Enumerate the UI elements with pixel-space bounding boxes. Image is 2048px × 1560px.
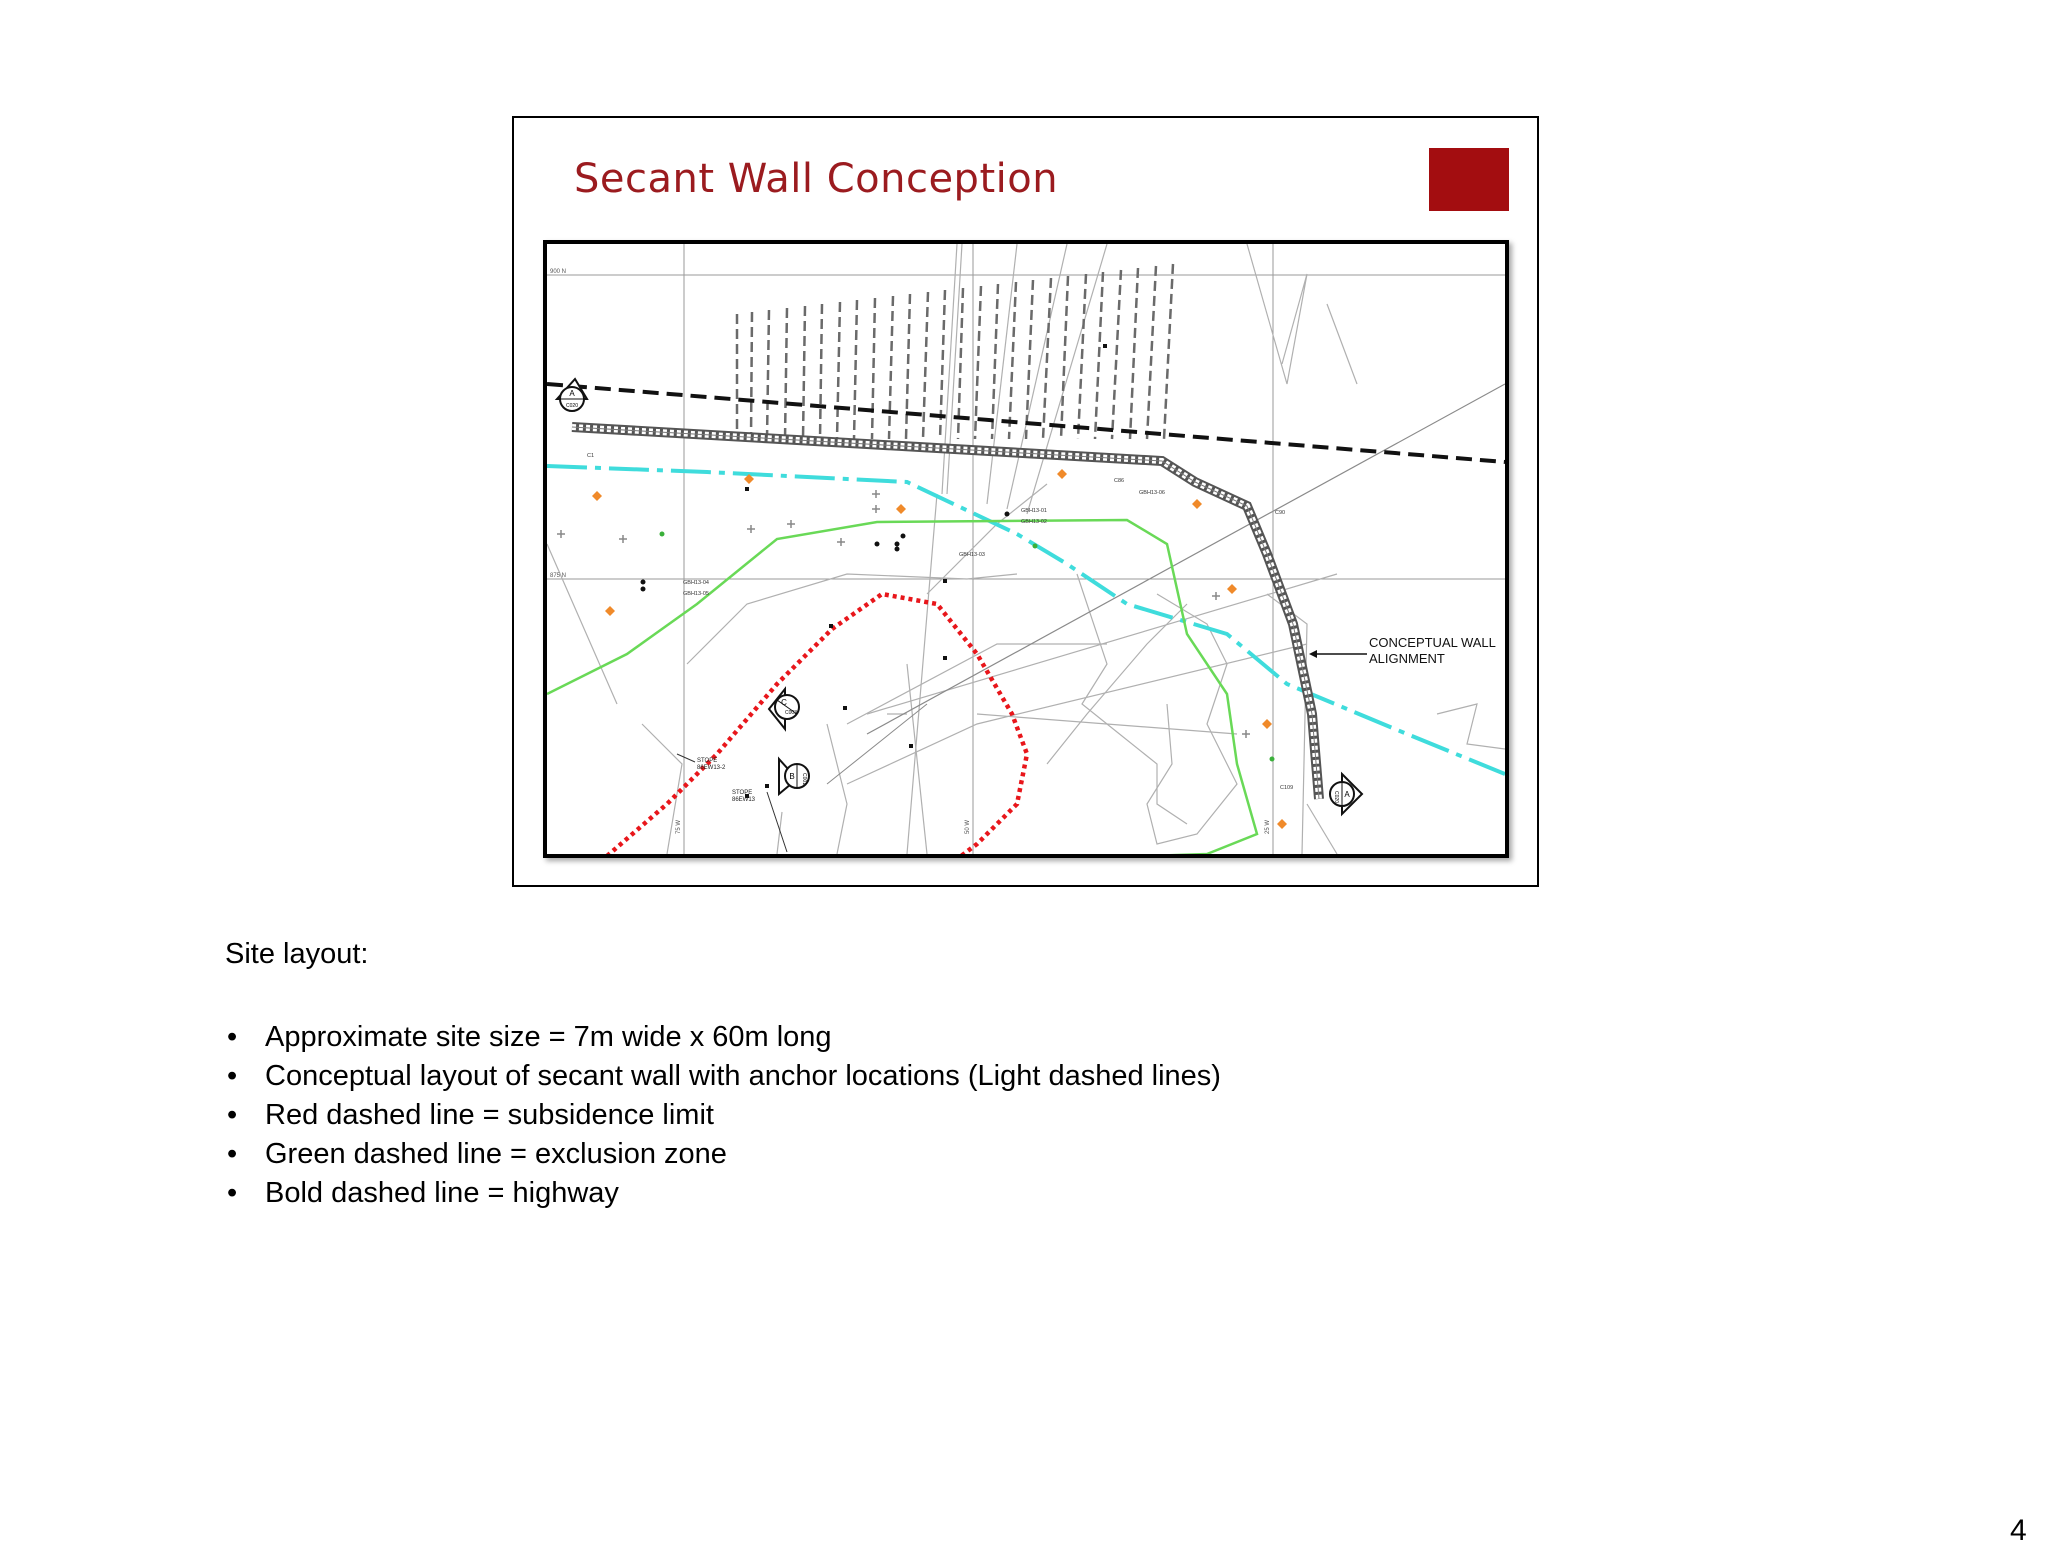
bullet-list: [225, 1018, 1221, 1213]
section-letter: B: [789, 772, 795, 781]
slide-image: [512, 116, 1539, 887]
section-marker-c: [769, 689, 799, 729]
borehole-label: GBH13-02: [1021, 519, 1047, 525]
borehole-label: C86: [1114, 478, 1125, 484]
site-plan-drawing: [547, 244, 1505, 854]
bullet-item: [225, 1057, 1221, 1096]
borehole-label: GBH13-01: [1021, 508, 1047, 514]
page-number: 4: [2010, 1514, 2027, 1547]
borehole-label: C1: [587, 453, 595, 459]
stope-label: 86EW13: [732, 797, 756, 803]
bullet-text: Approximate site size = 7m wide x 60m long: [265, 1021, 832, 1053]
bullet-marker: •: [227, 1138, 238, 1170]
section-letter: A: [1344, 790, 1350, 799]
section-code: C020: [566, 403, 578, 409]
section-marker-b: [779, 759, 809, 794]
borehole-label-group: [587, 453, 1293, 791]
grid-label: 25 W: [1265, 819, 1271, 834]
subsidence-limit-line: [607, 594, 1027, 854]
bullet-item: [225, 1135, 1221, 1174]
section-code: C001: [801, 773, 807, 785]
bullet-text: Green dashed line = exclusion zone: [265, 1138, 727, 1170]
bullet-marker: •: [227, 1177, 238, 1209]
bullet-marker: •: [227, 1021, 238, 1053]
bullet-text: Conceptual layout of secant wall with anchor locations (Light dashed lines): [265, 1060, 1221, 1092]
grid-label: 875 N: [550, 573, 567, 579]
stope-label: STOPE: [697, 758, 718, 764]
logo-square: [1429, 148, 1509, 211]
grid-label: 50 W: [965, 819, 971, 834]
bullet-item: [225, 1096, 1221, 1135]
section-heading: Site layout:: [225, 938, 369, 970]
callout-label-line2: ALIGNMENT: [1369, 651, 1445, 666]
grid-label-group: [550, 269, 1271, 834]
borehole-label: GBH13-04: [683, 580, 709, 586]
borehole-label: GBH13-05: [683, 591, 709, 597]
slide-title: Secant Wall Conception: [574, 156, 1059, 202]
bullet-item: [225, 1174, 1221, 1213]
section-code: C020: [1333, 791, 1339, 803]
stope-label: STOPE: [732, 790, 753, 796]
stope-label-group: [697, 758, 756, 803]
grid-label: 900 N: [550, 269, 567, 275]
borehole-label: GBH13-03: [959, 552, 985, 558]
bullet-marker: •: [227, 1099, 238, 1131]
green-markers: [660, 532, 1275, 762]
borehole-label: GBH13-06: [1139, 490, 1165, 496]
borehole-label: C109: [1280, 785, 1294, 791]
borehole-crosses: [557, 490, 1250, 738]
section-marker-a-right: [1330, 774, 1362, 814]
grid-label: 75 W: [676, 819, 682, 834]
stope-label: 86EW13-2: [697, 765, 726, 771]
grid-lines: [547, 244, 1505, 854]
section-code: C003: [785, 710, 797, 716]
callout-label-line1: CONCEPTUAL WALL: [1369, 635, 1496, 650]
section-letter: A: [569, 389, 575, 398]
bullet-marker: •: [227, 1060, 238, 1092]
bullet-item: [225, 1018, 1221, 1057]
site-plan-map: [543, 240, 1509, 858]
bullet-text: Bold dashed line = highway: [265, 1177, 619, 1209]
section-letter: C: [781, 698, 787, 707]
survey-lines: [547, 244, 1505, 854]
exclusion-zone-line: [547, 520, 1257, 854]
bullet-text: Red dashed line = subsidence limit: [265, 1099, 714, 1131]
borehole-label: C90: [1275, 510, 1286, 516]
